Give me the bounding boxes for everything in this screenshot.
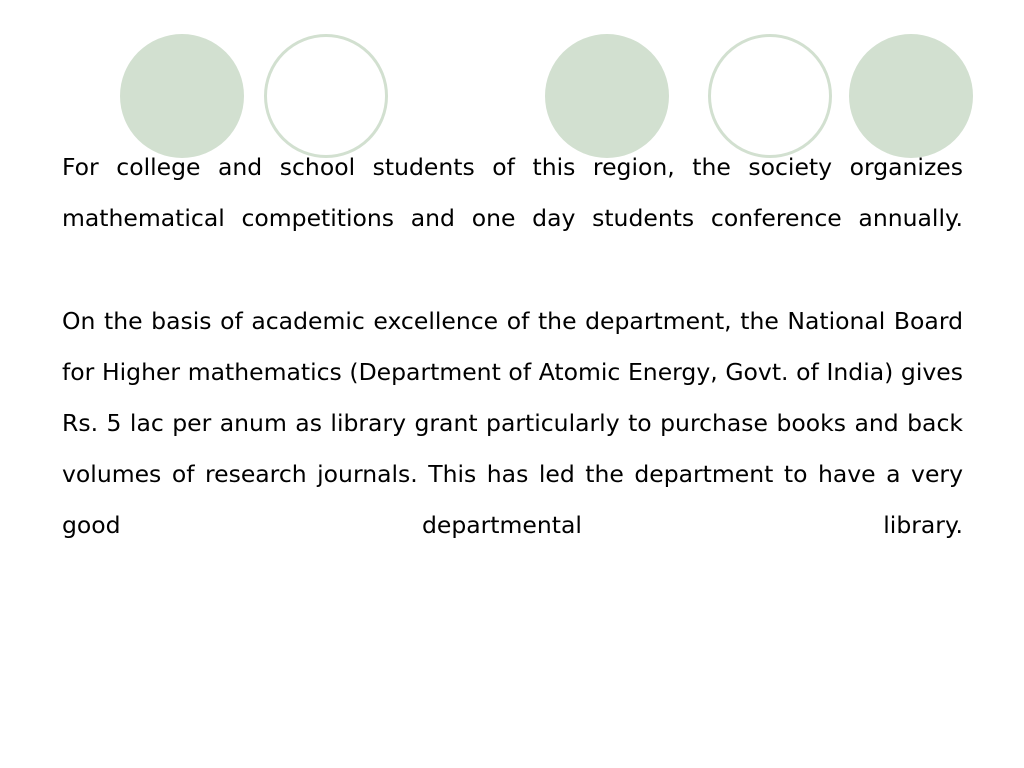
decorative-circle-filled bbox=[849, 34, 973, 158]
decorative-circle-filled bbox=[120, 34, 244, 158]
decorative-circle-filled bbox=[545, 34, 669, 158]
paragraph-competitions: For college and school students of this region, the society organizes mathematical competitions and one day students conference annually. bbox=[62, 153, 963, 232]
paragraph-library-grant: On the basis of academic excellence of the department, the National Board for Higher mathematics (Department of Atomic Energy, Govt. of India) gives Rs. 5 lac per anum as library grant particularly to purchase books and back volumes of research journals. This has led the department to have a very good departmental library. bbox=[62, 307, 963, 539]
decorative-circle-outlined bbox=[264, 34, 388, 158]
slide-body bbox=[62, 142, 963, 551]
decorative-circle-outlined bbox=[708, 34, 832, 158]
